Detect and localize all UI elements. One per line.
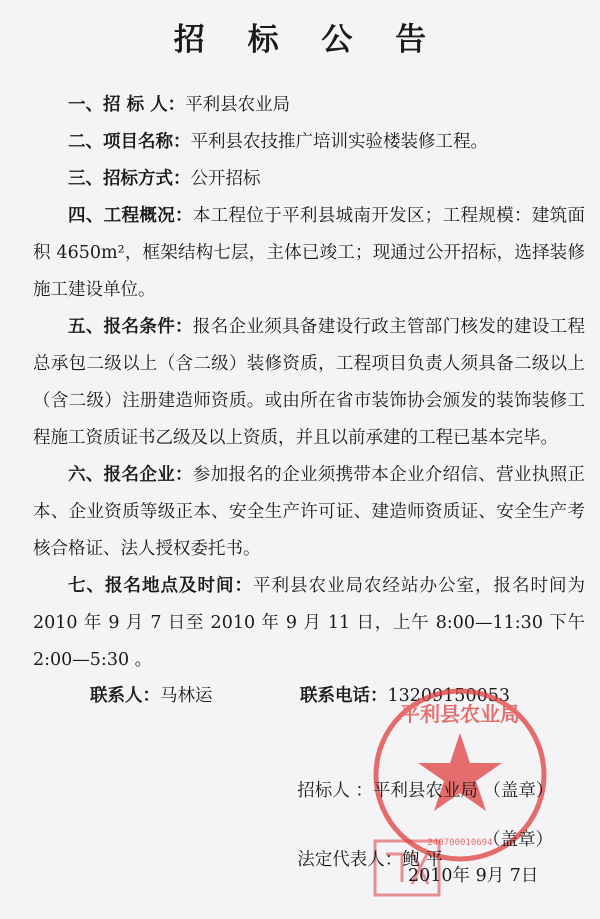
contact-person-name: 马林运 bbox=[160, 686, 213, 706]
seal-note: （盖章） bbox=[483, 781, 554, 801]
section-text: 平利县农业局农经站办公室，报名时间为 2010 年 9 月 7 日至 2010 年 9 月 11 日，上午 8:00—11:30 下午 2:00—5:30 。 bbox=[33, 576, 585, 670]
section-project-name bbox=[33, 124, 585, 161]
section-text: 平利县农业局 bbox=[185, 95, 291, 115]
section-text: 公开招标 bbox=[190, 169, 261, 189]
tenderer-name: 平利县农业局 bbox=[372, 781, 478, 801]
stamp-number: 240700010694 bbox=[427, 838, 493, 848]
page-title: 招 标 公 告 bbox=[173, 22, 443, 58]
contact-person bbox=[90, 682, 213, 707]
section-heading: 七、报名地点及时间： bbox=[68, 576, 253, 596]
section-heading: 二、项目名称： bbox=[68, 132, 191, 152]
contact-phone-number: 13209150053 bbox=[387, 686, 510, 706]
legal-representative-label: 法定代表人： bbox=[297, 850, 403, 870]
section-text: 本工程位于平利县城南开发区；工程规模：建筑面积 4650m²，框架结构七层，主体已竣工；现通过公开招标，选择装修施工建设单位。 bbox=[33, 206, 585, 300]
contact-phone-label: 联系电话： bbox=[300, 686, 388, 706]
contact-person-label: 联系人： bbox=[90, 686, 160, 706]
section-heading: 五、报名条件： bbox=[68, 317, 193, 337]
stamp-text: 平利县农业局 bbox=[400, 702, 520, 726]
section-heading: 三、招标方式： bbox=[68, 169, 191, 189]
section-heading: 六、报名企业： bbox=[68, 465, 193, 485]
section-registration-place-time bbox=[33, 568, 585, 679]
section-text: 参加报名的企业须携带本企业介绍信、营业执照正本、企业资质等级正本、安全生产许可证、建造师资质证、安全生产考核合格证、法人授权委托书。 bbox=[33, 465, 585, 559]
section-heading: 四、工程概况： bbox=[68, 206, 193, 226]
section-registration-conditions bbox=[33, 309, 585, 457]
tenderer-signature bbox=[275, 757, 553, 822]
section-text: 报名企业须具备建设行政主管部门核发的建设工程总承包二级以上（含二级）装修资质，工程项目负责人须具备二级以上（含二级）注册建造师资质。或由所在省市装饰协会颁发的装饰装修工程施工资质证书乙级及以上资质，并且以前承建的工程已基本完毕。 bbox=[33, 317, 585, 448]
tenderer-label: 招标人 ： bbox=[297, 781, 373, 801]
legal-representative-seal-note: （盖章） bbox=[483, 830, 553, 850]
section-tender-method bbox=[33, 161, 585, 198]
section-registration-documents bbox=[33, 457, 585, 568]
section-project-overview bbox=[33, 198, 585, 309]
sections-list bbox=[33, 87, 585, 679]
section-tenderer bbox=[33, 87, 585, 124]
section-heading: 一、招 标 人： bbox=[68, 95, 186, 115]
section-text: 平利县农技推广培训实验楼装修工程。 bbox=[190, 132, 488, 152]
signature-date: 2010年 9月 7日 bbox=[408, 866, 539, 886]
legal-representative-name: 鲍 平 bbox=[402, 850, 443, 870]
